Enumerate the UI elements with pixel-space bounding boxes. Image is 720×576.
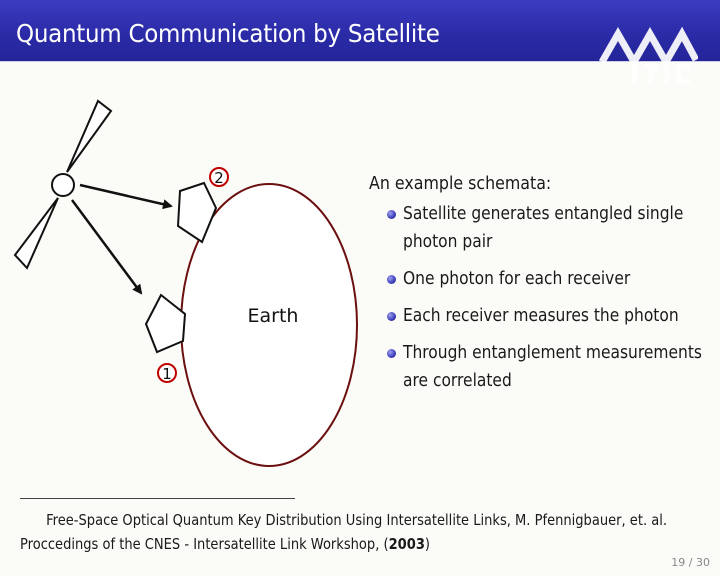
bullet-text: One photon for each receiver: [403, 268, 631, 289]
bullet-icon: [387, 312, 396, 321]
earth-label: Earth: [247, 305, 299, 327]
footnote-year: 2003: [388, 535, 425, 553]
list-item: [387, 265, 719, 293]
bullet-text: Satellite generates entangled single photon pair: [403, 203, 684, 252]
receiver-1-station: [146, 295, 185, 352]
satellite-diagram: [0, 70, 370, 480]
bullet-text: Through entanglement measurements are correlated: [403, 342, 702, 391]
photon-arrow-to-receiver-2: [80, 185, 171, 206]
footnote-line-2: [20, 532, 681, 556]
explanation-block: [369, 170, 719, 404]
list-item: [387, 200, 719, 256]
intro-text: An example schemata:: [369, 173, 552, 194]
footnote-divider: [20, 498, 295, 499]
footnote: [20, 508, 681, 556]
bullet-icon: [387, 349, 396, 358]
receiver-1-marker: [158, 364, 176, 383]
receiver-2-marker: [210, 168, 228, 187]
list-item: [387, 339, 719, 395]
footnote-close: ): [424, 535, 431, 553]
slide-title: Quantum Communication by Satellite: [16, 19, 440, 48]
satellite-icon: [15, 101, 111, 268]
institution-logo-icon: [598, 26, 698, 88]
bullet-list: [387, 200, 719, 395]
solar-panel-upper: [67, 101, 111, 172]
footnote-line-1: Free-Space Optical Quantum Key Distribution Using Intersatellite Links, M. Pfennigbauer, et. al.: [46, 511, 668, 529]
receiver-1-label: 1: [162, 365, 172, 383]
photon-arrow-to-receiver-1: [72, 200, 141, 293]
receiver-2-label: 2: [214, 169, 224, 187]
footnote-citation: Proccedings of the CNES - Intersatellite Link Workshop, (: [20, 535, 389, 553]
list-item: [387, 302, 719, 330]
solar-panel-lower: [15, 198, 58, 268]
satellite-body: [52, 174, 74, 196]
bullet-icon: [387, 275, 396, 284]
bullet-text: Each receiver measures the photon: [403, 305, 679, 326]
page-number: 19 / 30: [671, 556, 710, 569]
bullet-icon: [387, 210, 396, 219]
